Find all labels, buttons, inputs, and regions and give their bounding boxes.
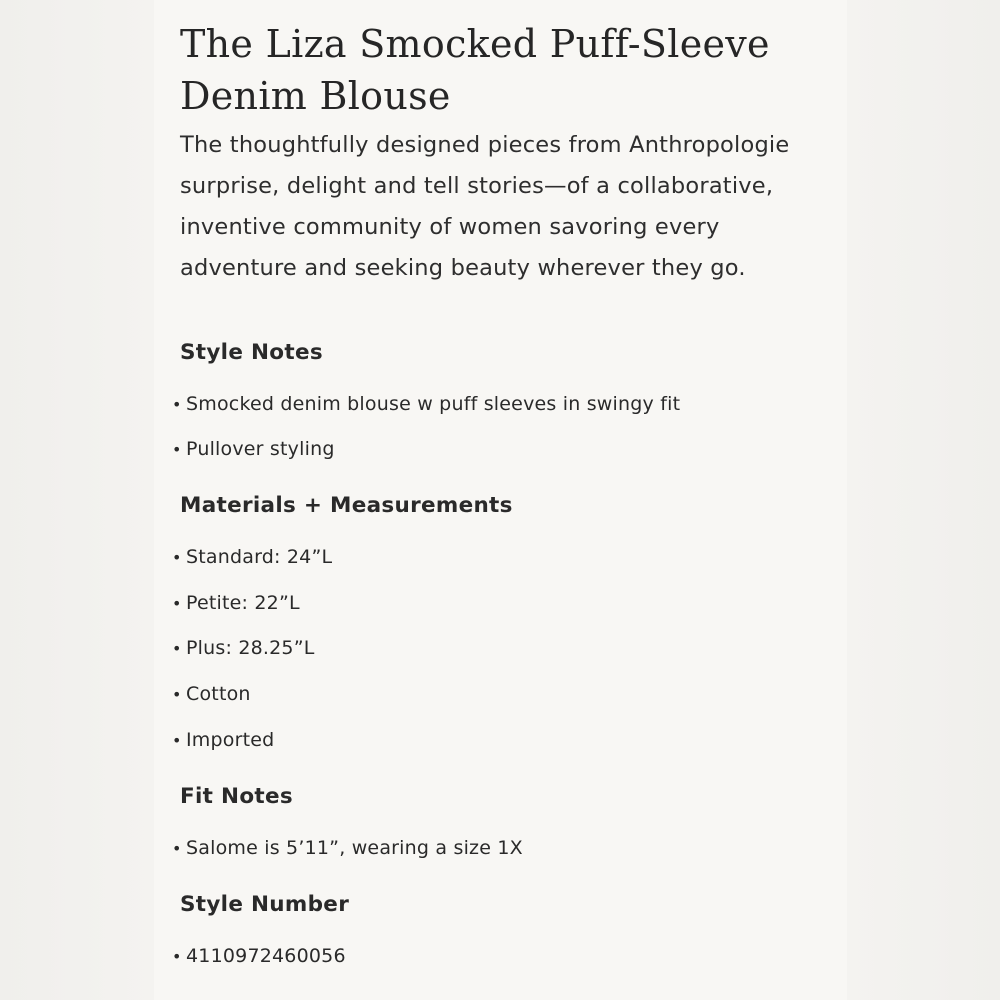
style-notes-item-text: Pullover styling xyxy=(186,438,335,460)
bullet-icon: • xyxy=(172,440,182,459)
fit-notes-item-text: Salome is 5’11”, wearing a size 1X xyxy=(186,837,523,859)
bullet-icon: • xyxy=(172,685,182,704)
style-notes-item-text: Smocked denim blouse w puff sleeves in swingy fit xyxy=(186,393,681,415)
materials-item xyxy=(172,634,315,663)
style-number-item xyxy=(172,942,346,971)
style-number-heading: Style Number xyxy=(180,892,350,917)
fit-notes-item xyxy=(172,834,523,863)
style-notes-item xyxy=(172,435,335,464)
bullet-icon: • xyxy=(172,839,182,858)
product-description: The thoughtfully designed pieces from Anthropologie surprise, delight and tell stories—of a collaborative, inventive community of women savoring every adventure and seeking beauty wherever they go. xyxy=(180,132,790,281)
bullet-icon: • xyxy=(172,548,182,567)
materials-item xyxy=(172,543,332,572)
bullet-icon: • xyxy=(172,639,182,658)
materials-item-text: Petite: 22”L xyxy=(186,592,300,614)
materials-item-text: Plus: 28.25”L xyxy=(186,637,315,659)
materials-item xyxy=(172,680,251,709)
bullet-icon: • xyxy=(172,395,182,414)
materials-heading: Materials + Measurements xyxy=(180,493,513,518)
materials-item-text: Standard: 24”L xyxy=(186,546,333,568)
bullet-icon: • xyxy=(172,594,182,613)
style-notes-heading: Style Notes xyxy=(180,340,323,365)
materials-item-text: Cotton xyxy=(186,683,251,705)
style-number-value: 4110972460056 xyxy=(186,945,346,967)
bullet-icon: • xyxy=(172,947,182,966)
materials-item-text: Imported xyxy=(186,729,275,751)
product-title: The Liza Smocked Puff-Sleeve Denim Blouse xyxy=(180,22,770,118)
bullet-icon: • xyxy=(172,731,182,750)
materials-item xyxy=(172,726,274,755)
style-notes-item xyxy=(172,390,680,419)
fit-notes-heading: Fit Notes xyxy=(180,784,293,809)
materials-item xyxy=(172,589,300,618)
